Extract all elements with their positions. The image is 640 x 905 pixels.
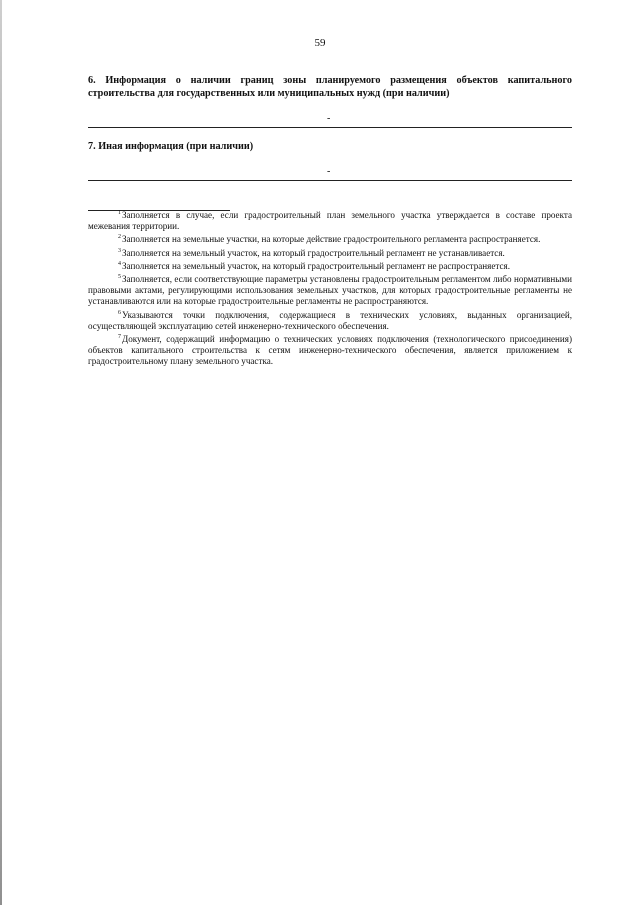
footnote bbox=[88, 261, 572, 272]
footnote bbox=[88, 334, 572, 368]
footnote-text: Заполняется на земельный участок, на который градостроительный регламент не распространяется. bbox=[122, 260, 510, 271]
section-6-fill-line bbox=[88, 127, 572, 128]
footnote-mark: 4 bbox=[118, 260, 121, 267]
scan-edge bbox=[0, 0, 2, 905]
footnote-mark: 2 bbox=[118, 234, 121, 241]
footnote bbox=[88, 248, 572, 259]
footnote bbox=[88, 274, 572, 308]
footnote-mark: 3 bbox=[118, 247, 121, 254]
footnote-mark: 7 bbox=[118, 334, 121, 341]
footnote bbox=[88, 210, 572, 232]
footnote-text: Заполняется на земельные участки, на которые действие градостроительного регламента распространяется. bbox=[122, 234, 541, 245]
section-7-fill-line bbox=[88, 180, 572, 181]
footnotes-block bbox=[88, 210, 572, 370]
footnote bbox=[88, 234, 572, 245]
footnote-mark: 6 bbox=[118, 309, 121, 316]
footnote-text: Документ, содержащий информацию о технических условиях подключения (технологического присоединения) объектов капитального строительства к сетям инженерно-технического обеспечения, является приложением к градостроительному плану земельного участка. bbox=[88, 334, 572, 367]
section-6-heading: 6. Информация о наличии границ зоны планируемого размещения объектов капитального строительства для государственных или муниципальных нужд (при наличии) bbox=[88, 75, 572, 99]
section-7-value: - bbox=[327, 166, 331, 177]
page-number: 59 bbox=[314, 37, 326, 49]
section-7-heading: 7. Иная информация (при наличии) bbox=[88, 141, 254, 152]
footnote-text: Заполняется на земельный участок, на который градостроительный регламент не устанавливается. bbox=[122, 247, 505, 258]
footnote-mark: 1 bbox=[118, 210, 121, 216]
footnote-text: Заполняется, если соответствующие параметры установлены градостроительным регламентом либо нормативными правовыми актами, регулирующими использования земельных участков, для которых градостроительные регламенты не устанавливаются или на которые градостроительные регламенты не распространяются. bbox=[88, 274, 572, 307]
footnote-mark: 5 bbox=[118, 274, 121, 281]
footnote bbox=[88, 310, 572, 332]
footnote-text: Заполняется в случае, если градостроительный план земельного участка утверждается в составе проекта межевания территории. bbox=[88, 210, 572, 232]
section-6-value: - bbox=[327, 113, 331, 124]
footnote-text: Указываются точки подключения, содержащиеся в технических условиях, выданных организацией, осуществляющей эксплуатацию сетей инженерно-технического обеспечения. bbox=[88, 309, 572, 331]
